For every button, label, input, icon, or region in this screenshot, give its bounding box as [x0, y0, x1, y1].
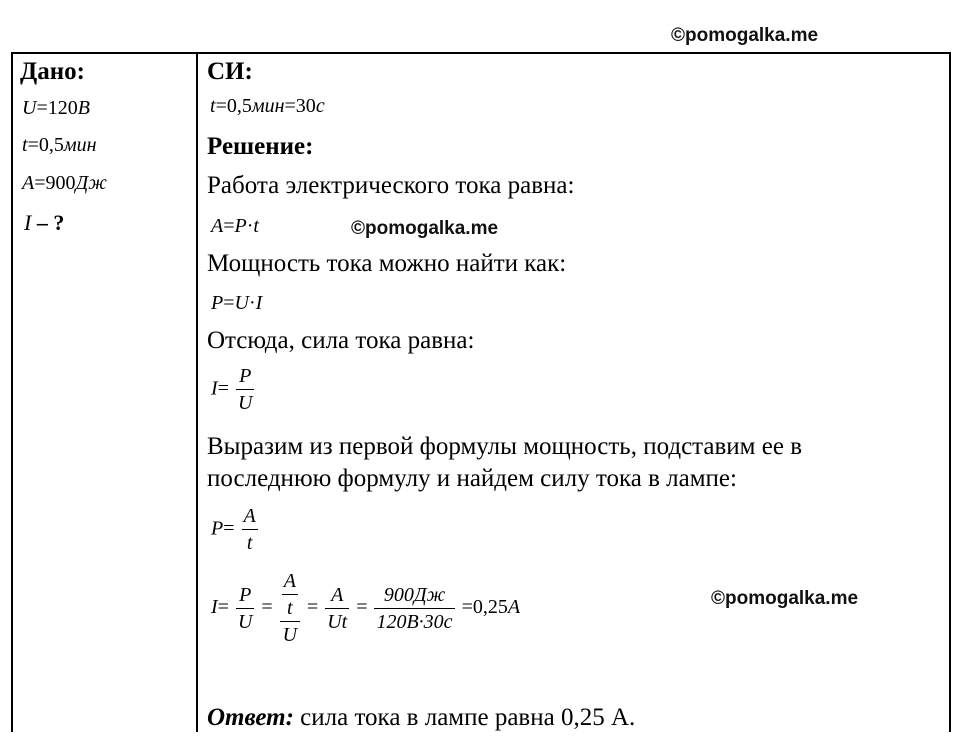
solution-line-3: Отсюда, сила тока равна: [207, 327, 475, 354]
solution-line-4b: последнюю формулу и найдем силу тока в лампе: [207, 465, 737, 492]
solution-line-1: Работа электрического тока равна: [207, 172, 575, 199]
formula-power-from-work: P= $\frac{A}{t}$ [211, 505, 256, 554]
formula-current: I= $\frac{P}{U}$ [211, 365, 253, 414]
answer-text: сила тока в лампе равна 0,25 А. [293, 704, 636, 731]
answer-line [207, 704, 635, 732]
si-conversion: t=0,5мин=30с [210, 95, 325, 117]
watermark-bottom: ©pomogalka.me [711, 588, 859, 609]
solution-line-2: Мощность тока можно найти как: [207, 250, 567, 277]
given-work: A=900Дж [22, 172, 107, 194]
solution-line-4a: Выразим из первой формулы мощность, подставим ее в [207, 433, 802, 460]
column-divider [196, 52, 198, 732]
solution-header: Решение: [207, 133, 314, 160]
given-voltage: U=120B [22, 97, 90, 119]
given-find: I – ? [24, 210, 65, 235]
watermark-middle: ©pomogalka.me [351, 218, 499, 239]
formula-power: P=U·I [211, 292, 263, 314]
given-time: t=0,5мин [22, 134, 97, 156]
answer-label: Ответ: [207, 704, 294, 731]
formula-work: A=P·t [211, 215, 259, 237]
watermark-top: ©pomogalka.me [671, 25, 819, 46]
formula-final-calculation: I= $\frac{P}{U}$ = $\frac{\frac{A}{t}}{U}$ = $\frac{A}{Ut}$ = $\frac{900Дж}{120В\cdot 30с}$ =0,25A [211, 570, 521, 646]
si-header: СИ: [207, 58, 253, 85]
given-header: Дано: [20, 58, 85, 85]
